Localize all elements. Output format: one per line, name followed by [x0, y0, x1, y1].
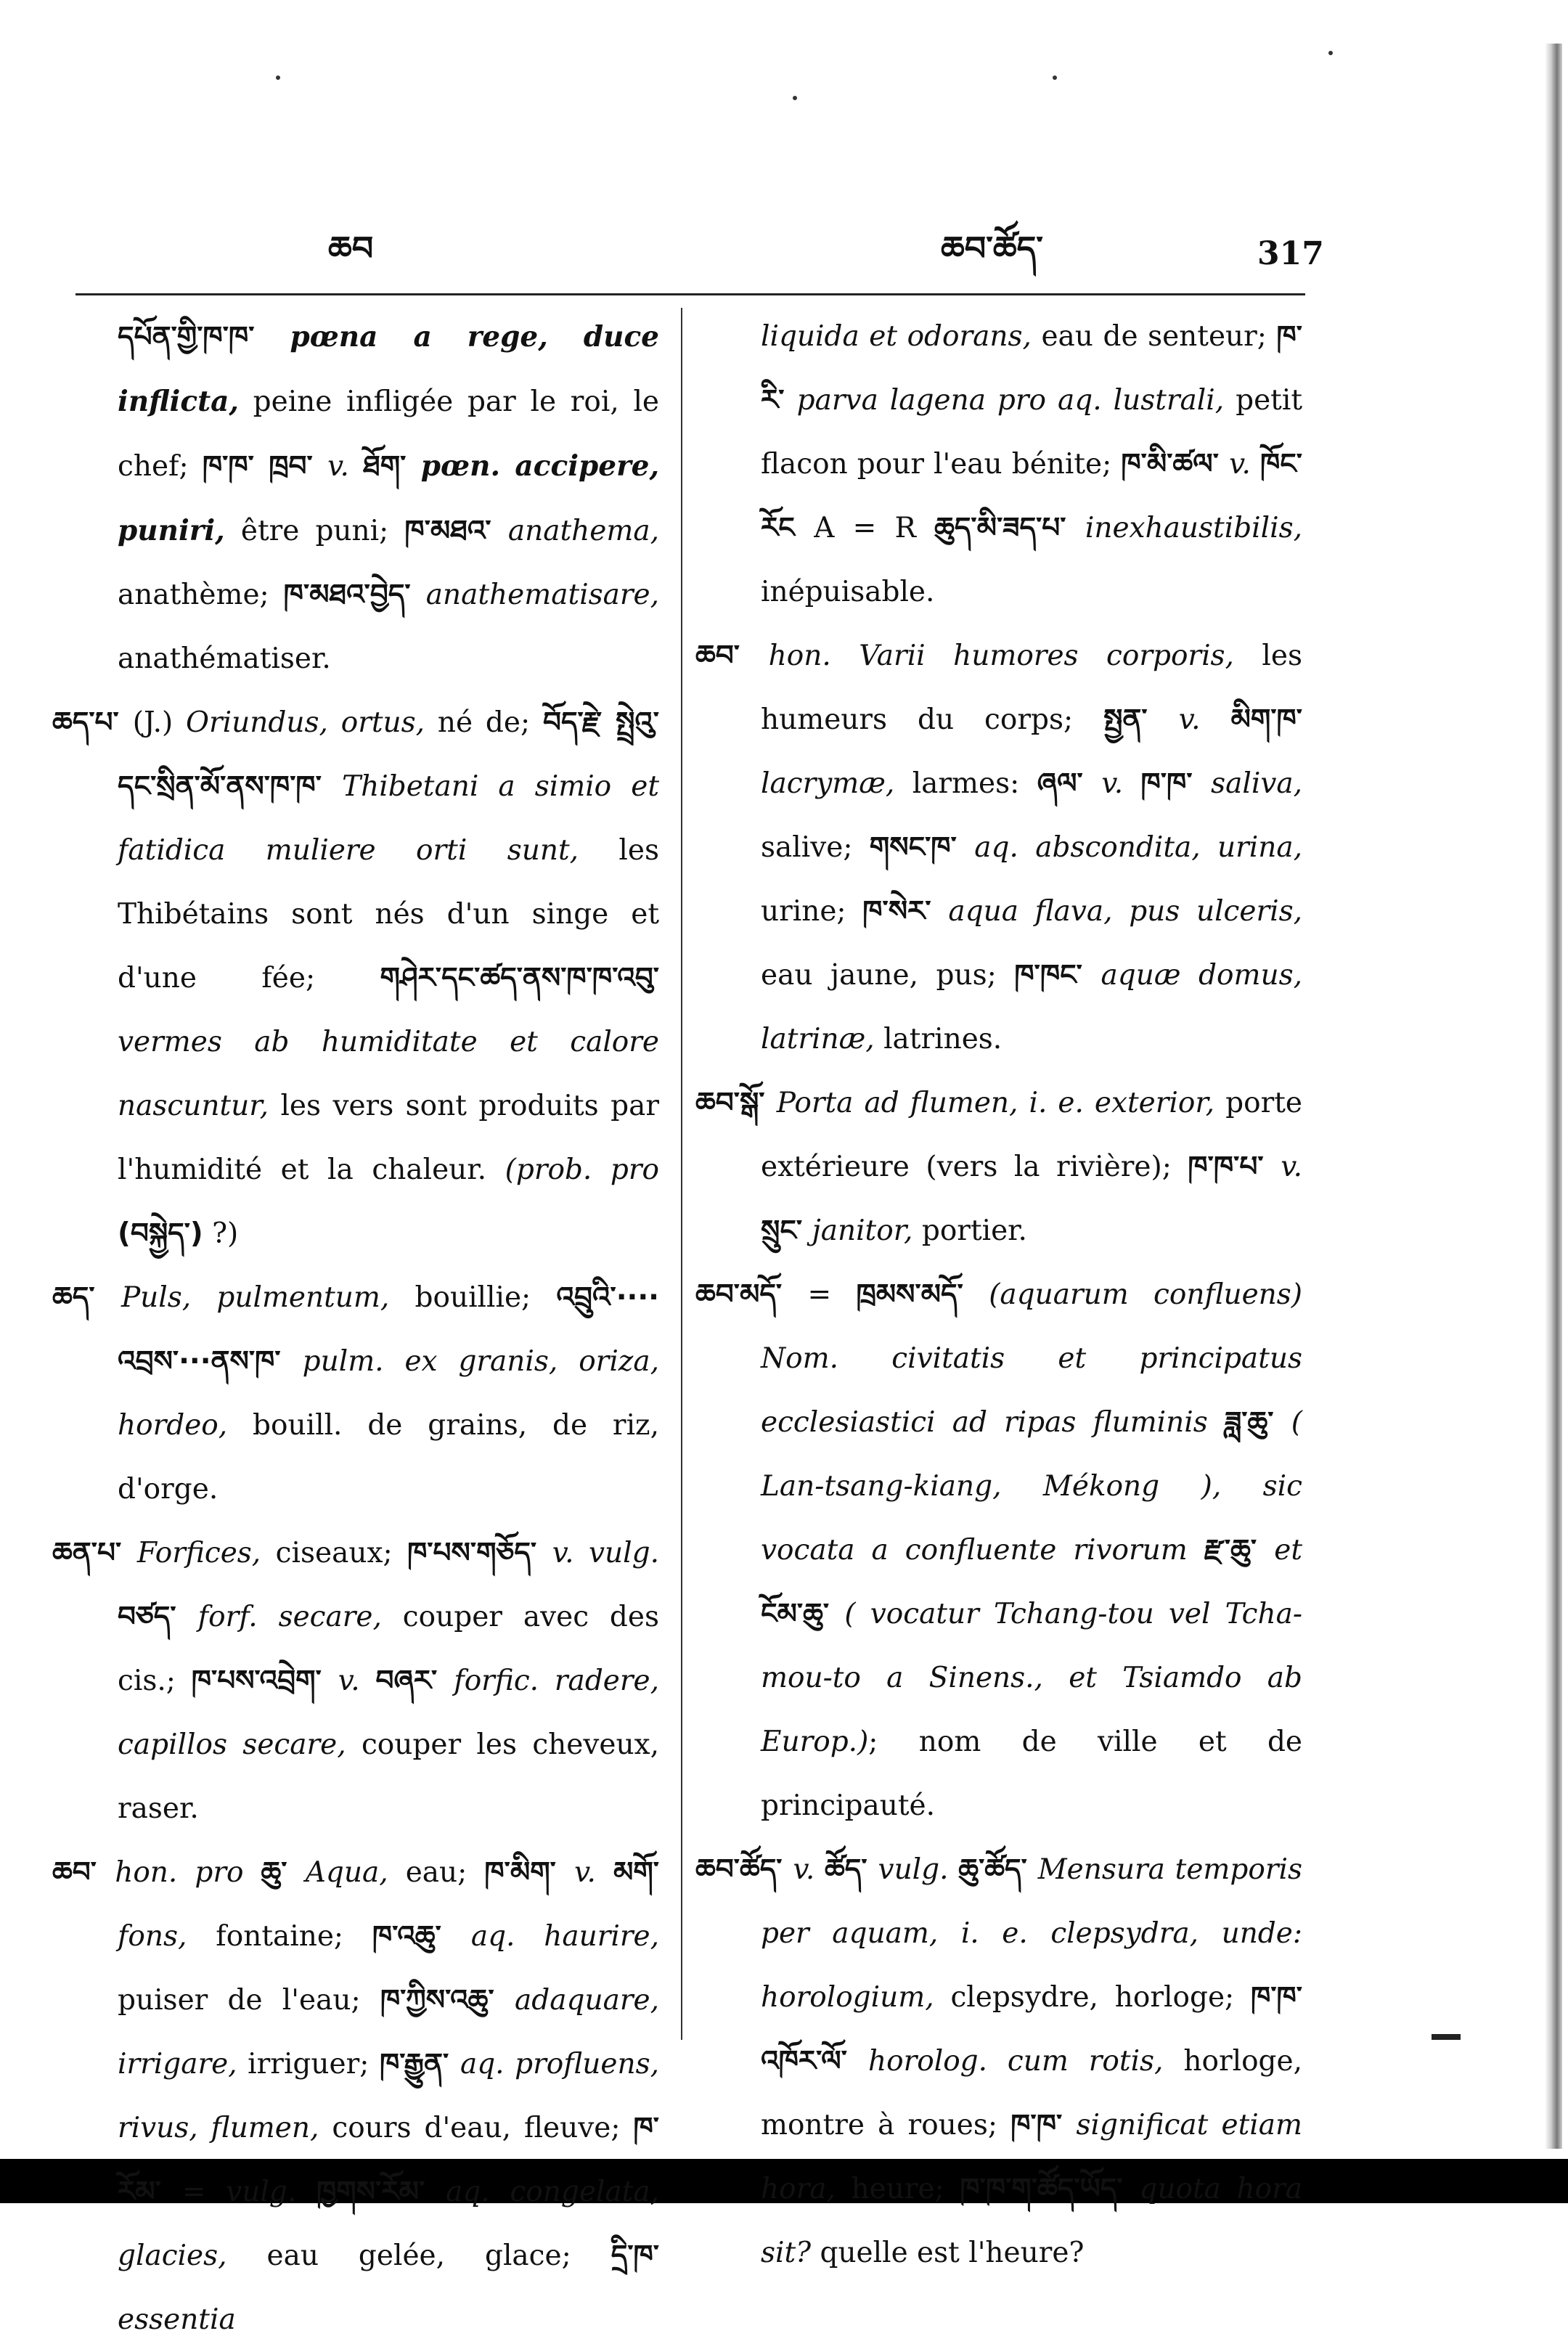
latin-gloss: liquida et odorans,	[761, 320, 1032, 353]
tibetan-term: ཁ་ཁ་ག་ཚོད་ཡོད་	[960, 2173, 1140, 2205]
tibetan-term: ཁ་མཐའ་བྱེད་	[283, 579, 426, 611]
tibetan-term: ཁ་ རི་	[761, 320, 1302, 417]
scan-speck	[1328, 51, 1333, 55]
left-column	[52, 305, 659, 2352]
french-gloss: portier.	[912, 1214, 1027, 1247]
tibetan-term: ཁྱགས་རོམ་	[317, 2176, 446, 2208]
french-gloss: eau jaune, pus;	[761, 959, 1015, 992]
french-gloss: heure;	[835, 2173, 960, 2205]
french-gloss: les humeurs du corps;	[761, 640, 1302, 736]
french-gloss: anathème;	[118, 579, 284, 611]
french-gloss: urine;	[761, 895, 863, 928]
tibetan-term: འབྲུའི་···· འབྲས་···ནས་ཁ་	[118, 1281, 659, 1378]
tibetan-term: ཁ་ཁང་	[1014, 959, 1101, 992]
french-gloss: ?)	[203, 1217, 239, 1250]
french-gloss: horloge, montre à roues;	[761, 2045, 1302, 2141]
latin-gloss: Forfices,	[136, 1537, 261, 1569]
french-gloss: bouillie;	[389, 1281, 557, 1314]
french-gloss: né de;	[425, 706, 543, 739]
scan-speck	[793, 96, 797, 100]
tibetan-term: གཤེར་དང་ཚད་ནས་ཁ་ཁ་འབུ་	[380, 962, 659, 995]
tibetan-term: བོད་རྗེ་ སྤྲེའུ་དང་སྲིན་མོ་ནས་ཁ་ཁ་	[118, 706, 659, 803]
latin-gloss: horolog. cum rotis,	[868, 2045, 1164, 2078]
french-gloss: clepsydre, horloge;	[934, 1981, 1251, 2014]
latin-gloss: pœna a rege, duce inflicta,	[118, 320, 659, 418]
tibetan-term: སྲུང་	[761, 1214, 812, 1247]
column-divider	[681, 308, 682, 2040]
right-column	[695, 305, 1302, 2285]
latin-gloss: aquæ domus, latrinæ,	[761, 959, 1303, 1055]
latin-gloss: v.	[1229, 448, 1260, 481]
french-gloss: eau gelée, glace;	[226, 2239, 611, 2272]
dictionary-entry	[52, 1841, 659, 2352]
tibetan-term: ཆན་པ་	[52, 1537, 137, 1569]
latin-gloss: adaquare, irrigare,	[118, 1984, 659, 2081]
latin-gloss: v.	[338, 1665, 376, 1697]
latin-gloss: v.	[1281, 1151, 1302, 1183]
tibetan-term: ཁ་སེར་	[862, 895, 949, 928]
scan-speck	[276, 75, 280, 80]
tibetan-term: ཁ་ཁ་ ཁྲབ་	[202, 450, 328, 483]
french-gloss: A = R	[814, 512, 935, 544]
dictionary-entry	[52, 305, 659, 691]
french-gloss: cours d'eau, fleuve;	[319, 2112, 634, 2144]
latin-gloss: (prob. pro	[505, 1153, 660, 1186]
french-gloss: larmes:	[894, 767, 1037, 800]
latin-gloss: v.	[1101, 767, 1141, 800]
french-gloss: les vers sont produits par l'humidité et la chaleur.	[118, 1090, 659, 1186]
latin-gloss: v.	[574, 1856, 613, 1889]
tibetan-term: ཁ་པས་འབྲེག་	[191, 1665, 338, 1697]
tibetan-term: ཆབ་མདོ་	[695, 1278, 808, 1311]
latin-gloss: anathematisare,	[425, 579, 659, 611]
french-gloss: (J.)	[132, 706, 187, 739]
tibetan-term: བཞར་	[375, 1665, 454, 1697]
tibetan-term: ཟླ་ཆུ་	[1224, 1406, 1291, 1439]
french-gloss: salive;	[761, 831, 870, 864]
tibetan-term: ཁ་ཁ་པ་	[1188, 1151, 1281, 1183]
tibetan-term: ཆུ་	[261, 1856, 306, 1889]
french-gloss: irriguer;	[237, 2048, 380, 2081]
french-gloss: porte extérieure (vers la rivière);	[761, 1087, 1302, 1183]
french-gloss: petit flacon pour l'eau bénite;	[761, 384, 1302, 481]
tibetan-term: ཞལ་	[1037, 767, 1102, 800]
latin-gloss: Aqua,	[305, 1856, 388, 1889]
tibetan-term: ཆབ་ཚོད་	[695, 1853, 793, 1886]
tibetan-term: ཆད་པ་	[52, 706, 133, 739]
latin-gloss: v.	[1178, 703, 1231, 736]
latin-gloss: janitor,	[812, 1214, 913, 1247]
tibetan-term: ཁྲམས་མདོ་	[856, 1278, 989, 1311]
left-headword: ཆབ	[328, 229, 374, 268]
french-gloss: ciseaux;	[261, 1537, 408, 1569]
latin-gloss: vermes ab humiditate et calore nascuntur,	[118, 1026, 659, 1122]
dictionary-entry	[695, 305, 1302, 624]
latin-gloss: forf. secare,	[197, 1601, 382, 1633]
french-gloss: couper les cheveux, raser.	[118, 1728, 659, 1825]
french-gloss: puiser de l'eau;	[118, 1984, 380, 2017]
latin-gloss: v.	[327, 450, 364, 483]
latin-gloss: et	[1274, 1534, 1302, 1567]
french-gloss: fontaine;	[187, 1920, 372, 1953]
latin-gloss: aq. haurire,	[470, 1920, 659, 1953]
tibetan-term: བཙད་	[118, 1601, 198, 1633]
latin-gloss: (aquarum confluens) Nom. civitatis et principatus ecclesiastici ad ripas fluminis	[761, 1278, 1302, 1439]
tibetan-term: ཆབ་སྒོ་	[695, 1087, 777, 1119]
tibetan-term: རྫ་ཆུ་	[1204, 1534, 1275, 1567]
latin-gloss: pulm. ex granis, oriza, hordeo,	[118, 1345, 659, 1442]
latin-gloss: essentia	[118, 2303, 236, 2336]
tibetan-term: ཁོང་རོང	[761, 448, 1302, 544]
french-gloss: latrines.	[874, 1023, 1003, 1055]
latin-gloss: Porta ad flumen, i. e. exterior,	[776, 1087, 1215, 1119]
tibetan-term: ཆབ་	[52, 1856, 115, 1889]
tibetan-term: (བསྐྱེད་)	[118, 1217, 203, 1250]
page-number: 317	[1257, 235, 1324, 272]
tibetan-term: ཁ་མཐའ་	[404, 515, 508, 547]
tibetan-term: གསང་ཁ་	[869, 831, 975, 864]
latin-gloss: hon. Varii humores corporis,	[768, 640, 1234, 672]
page-edge-shadow	[1545, 44, 1562, 2149]
scan-speck	[1053, 75, 1057, 80]
french-gloss: anathématiser.	[118, 642, 331, 675]
latin-gloss: fons,	[118, 1920, 187, 1953]
header-rule	[75, 293, 1305, 295]
tibetan-term: མགོ་	[613, 1856, 659, 1889]
french-gloss: bouill. de grains, de riz, d'orge.	[118, 1409, 659, 1506]
latin-gloss: aq. profluens, rivus, flumen,	[118, 2048, 659, 2144]
dictionary-entry	[695, 1071, 1302, 1263]
latin-gloss: Puls, pulmentum,	[121, 1281, 390, 1314]
french-gloss: peine infligée par le roi, le chef;	[118, 385, 659, 483]
latin-gloss: vulg.	[878, 1853, 959, 1886]
latin-gloss: pœn. accipere, puniri,	[118, 449, 660, 547]
latin-gloss: aq. congelata, glacies,	[118, 2176, 659, 2272]
french-gloss: =	[181, 2176, 226, 2208]
tibetan-term: སྤྱན་	[1103, 703, 1179, 736]
tibetan-term: ཆུ་ཚོད་	[958, 1853, 1038, 1886]
tibetan-term: ཐོག་	[363, 450, 421, 483]
tibetan-term: ཁ་མིག་	[484, 1856, 575, 1889]
tibetan-term: ཆབ་	[695, 640, 769, 672]
french-gloss: inépuisable.	[761, 576, 935, 608]
dictionary-entry	[695, 1838, 1302, 2285]
tibetan-term: ཁ་མི་ཚལ་	[1121, 448, 1230, 481]
latin-gloss: ( vocatur Tchang-tou vel Tcha-mou-to a Sinens., et Tsiamdo ab Europ.)	[761, 1598, 1303, 1758]
tibetan-term: ཁ་ཁ་	[1140, 767, 1212, 800]
tibetan-term: ཁ་ཁ་ འཁོར་ལོ་	[761, 1981, 1302, 2078]
tibetan-term: ཁ་ཀྱིས་འཆུ་	[380, 1984, 515, 2017]
tibetan-term: ཆད་	[52, 1281, 121, 1314]
latin-gloss: aq. abscondita, urina,	[974, 831, 1302, 864]
tibetan-term: དཔོན་གྱི་ཁ་ཁ་	[118, 321, 290, 354]
right-headword: ཆབ་ཚོད་	[941, 229, 1043, 268]
latin-gloss: v. vulg.	[552, 1537, 659, 1569]
latin-gloss: lacrymæ,	[761, 767, 895, 800]
french-gloss: eau de senteur;	[1031, 320, 1277, 353]
latin-gloss: forfic. radere, capillos secare,	[118, 1665, 659, 1761]
tibetan-term: ཁ་ རོམ་	[118, 2112, 659, 2208]
tibetan-term: ཁ་ཁ་	[1010, 2109, 1077, 2141]
tibetan-term: ཁ་པས་གཅོད་	[407, 1537, 552, 1569]
latin-gloss: inexhaustibilis,	[1085, 512, 1302, 544]
dictionary-entry	[52, 1266, 659, 1522]
margin-mark	[1432, 2034, 1461, 2040]
latin-gloss: Mensura temporis per aquam, i. e. clepsydra, unde: horologium,	[761, 1853, 1302, 2014]
french-gloss: les Thibétains sont nés d'un singe et d'une fée;	[118, 834, 659, 995]
latin-gloss: anathema,	[507, 515, 659, 547]
tibetan-term: ཁ་འཆུ་	[372, 1920, 471, 1953]
dictionary-entry	[52, 691, 659, 1266]
latin-gloss: vulg.	[226, 2176, 317, 2208]
latin-gloss: Oriundus, ortus,	[186, 706, 425, 739]
tibetan-term: ཚོད་	[825, 1853, 878, 1886]
dictionary-entry	[52, 1522, 659, 1841]
latin-gloss: v.	[793, 1853, 825, 1886]
french-gloss: ; nom de ville et de principauté.	[761, 1726, 1302, 1822]
tibetan-term: མིག་ཁ་	[1230, 703, 1302, 736]
latin-gloss: quota hora sit?	[761, 2173, 1302, 2269]
french-gloss: être puni;	[224, 515, 405, 547]
french-gloss: =	[807, 1278, 857, 1311]
latin-gloss: significat etiam hora,	[761, 2109, 1302, 2205]
dictionary-entry	[695, 624, 1302, 1071]
dictionary-entry	[695, 1263, 1302, 1838]
tibetan-term: ངོམ་ཆུ་	[761, 1598, 845, 1630]
tibetan-term: ཆུད་མི་ཟད་པ་	[934, 512, 1085, 544]
latin-gloss: saliva,	[1211, 767, 1303, 800]
french-gloss: couper avec des cis.;	[118, 1601, 659, 1697]
french-gloss: quelle est l'heure?	[811, 2237, 1085, 2269]
latin-gloss: aqua flava, pus ulceris,	[948, 895, 1302, 928]
french-gloss: eau;	[388, 1856, 485, 1889]
latin-gloss: ( Lan-tsang-kiang, Mékong ), sic vocata a confluente rivorum	[761, 1406, 1303, 1567]
tibetan-term: ཁ་རྒྱུན་	[379, 2048, 460, 2081]
latin-gloss: hon. pro	[115, 1856, 261, 1889]
tibetan-term: དྲི་ཁ་	[611, 2239, 659, 2272]
latin-gloss: parva lagena pro aq. lustrali,	[796, 384, 1225, 417]
latin-gloss: Thibetani a simio et fatidica muliere orti sunt,	[118, 770, 659, 867]
